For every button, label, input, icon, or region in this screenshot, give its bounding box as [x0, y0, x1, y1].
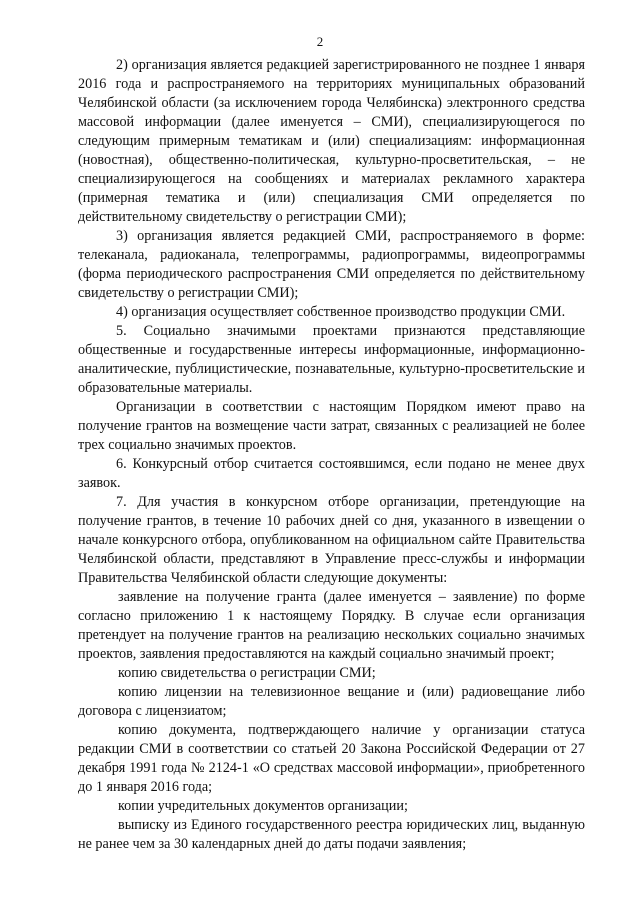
- paragraph-section-5: 5. Социально значимыми проектами признаются представляющие общественные и государственные интересы информационные, информационно-аналитические, публицистические, познавательные, культурно-просветительские и образовательные материалы.: [78, 323, 585, 396]
- paragraph-grant-limit: Организации в соответствии с настоящим Порядком имеют право на получение грантов на возмещение части затрат, связанных с реализацией не более трех социально значимых проектов.: [78, 399, 585, 453]
- list-item-founding-documents: копии учредительных документов организации;: [118, 798, 408, 814]
- paragraph-item-3: 3) организация является редакцией СМИ, распространяемого в форме: телеканала, радиоканала, телепрограммы, радиопрограммы, видеопрограммы (форма периодического распространения СМИ определяется по действительному свидетельству о регистрации СМИ);: [78, 228, 585, 301]
- paragraph-section-6: 6. Конкурсный отбор считается состоявшимся, если подано не менее двух заявок.: [78, 456, 585, 491]
- page-number: 2: [316, 34, 324, 49]
- list-item-status-document: копию документа, подтверждающего наличие у организации статуса редакции СМИ в соответствии со статьей 20 Закона Российской Федерации от 27 декабря 1991 года № 2124-1 «О средствах массовой информации», приобретенного до 1 января 2016 года;: [78, 722, 585, 795]
- list-item-application: заявление на получение гранта (далее именуется – заявление) по форме согласно приложению 1 к настоящему Порядку. В случае если организация претендует на получение грантов на реализацию нескольких социально значимых проектов, заявления предоставляются на каждый социально значимый проект;: [78, 589, 585, 662]
- list-item-license-copy: копию лицензии на телевизионное вещание и (или) радиовещание либо договора с лицензиатом;: [78, 684, 585, 719]
- paragraph-section-7: 7. Для участия в конкурсном отборе организации, претендующие на получение грантов, в течение 10 рабочих дней со дня, указанного в извещении о начале конкурсного отбора, опубликованном на официальном сайте Правительства Челябинской области, представляют в Управление пресс-службы и информации Правительства Челябинской области следующие документы:: [78, 494, 585, 586]
- document-body: [78, 56, 585, 854]
- list-item-registry-extract: выписку из Единого государственного реестра юридических лиц, выданную не ранее чем за 30 календарных дней до даты подачи заявления;: [78, 817, 585, 852]
- paragraph-item-4: 4) организация осуществляет собственное производство продукции СМИ.: [116, 304, 566, 320]
- paragraph-item-2: 2) организация является редакцией зарегистрированного не позднее 1 января 2016 года и распространяемого на территориях муниципальных образований Челябинской области (за исключением города Челябинска) электронного средства массовой информации (далее именуется – СМИ), специализирующегося по следующим примерным тематикам и (или) специализациям: информационная (новостная), общественно-политическая, культурно-просветительская, – не специализирующегося на сообщениях и материалах рекламного характера (примерная тематика и (или) специализация СМИ определяется по действительному свидетельству о регистрации СМИ);: [78, 57, 585, 225]
- list-item-registration-copy: копию свидетельства о регистрации СМИ;: [118, 665, 376, 681]
